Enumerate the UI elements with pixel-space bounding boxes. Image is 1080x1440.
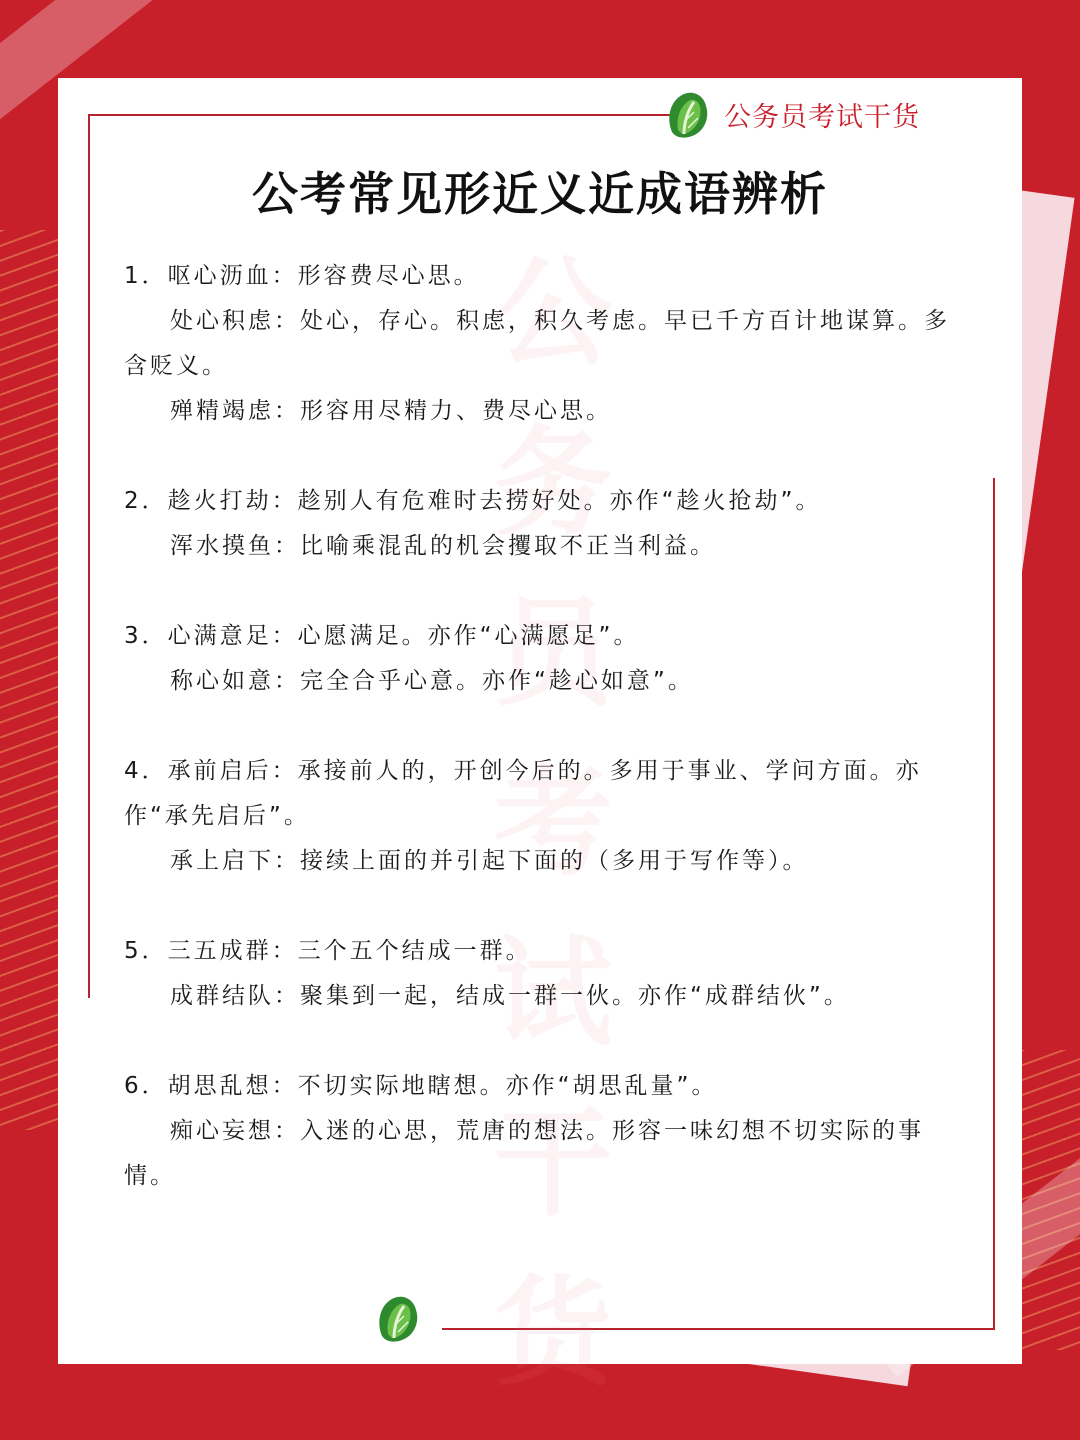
- idiom-entry-2: [124, 479, 964, 569]
- idiom-main: 3．心满意足：心愿满足。亦作“心满愿足”。: [124, 623, 640, 649]
- frame-line-left: [88, 114, 90, 998]
- idiom-main: 5．三五成群：三个五个结成一群。: [124, 938, 532, 964]
- idiom-list: [124, 254, 964, 1244]
- frame-line-top: [88, 114, 670, 116]
- idiom-entry-5: [124, 929, 964, 1019]
- idiom-entry-1: [124, 254, 964, 434]
- cabbage-icon: [374, 1292, 424, 1344]
- watermark-char: 干: [494, 1094, 613, 1232]
- watermark-char: 员: [494, 584, 613, 722]
- idiom-entry-6: [124, 1064, 964, 1199]
- idiom-related: 称心如意：完全合乎心意。亦作“趁心如意”。: [170, 668, 694, 694]
- idiom-entry-4: [124, 749, 964, 884]
- idiom-related: 痴心妄想：入迷的心思，荒唐的想法。形容一味幻想不切实际的事情。: [124, 1118, 924, 1189]
- idiom-related: 承上启下：接续上面的并引起下面的（多用于写作等）。: [170, 848, 809, 874]
- idiom-entry-3: [124, 614, 964, 704]
- frame-line-right: [993, 478, 995, 1330]
- content-card: [58, 78, 1022, 1402]
- watermark-char: 公: [494, 244, 613, 382]
- watermark-char: 货: [494, 1264, 613, 1402]
- watermark-char: 考: [494, 754, 613, 892]
- cabbage-icon: [664, 88, 714, 140]
- watermark-char: 试: [494, 924, 613, 1062]
- idiom-main: 6．胡思乱想：不切实际地瞎想。亦作“胡思乱量”。: [124, 1073, 718, 1099]
- idiom-related: 浑水摸鱼：比喻乘混乱的机会攫取不正当利益。: [170, 533, 716, 559]
- frame-line-bottom: [442, 1328, 995, 1330]
- brand-name: 公务员考试干货: [724, 101, 920, 133]
- idiom-main: 1．呕心沥血：形容费尽心思。: [124, 263, 480, 289]
- idiom-related: 成群结队：聚集到一起，结成一群一伙。亦作“成群结伙”。: [170, 983, 850, 1009]
- idiom-related: 殚精竭虑：形容用尽精力、费尽心思。: [170, 398, 612, 424]
- idiom-main: 4．承前启后：承接前人的，开创今后的。多用于事业、学问方面。亦作“承先启后”。: [124, 758, 922, 829]
- watermark-char: 务: [494, 414, 613, 552]
- page-title: 公考常见形近义近成语辨析: [252, 167, 828, 221]
- idiom-related: 处心积虑：处心，存心。积虑，积久考虑。早已千方百计地谋算。多含贬义。: [124, 308, 950, 379]
- brand-header: [664, 86, 920, 142]
- idiom-main: 2．趁火打劫：趁别人有危难时去捞好处。亦作“趁火抢劫”。: [124, 488, 822, 514]
